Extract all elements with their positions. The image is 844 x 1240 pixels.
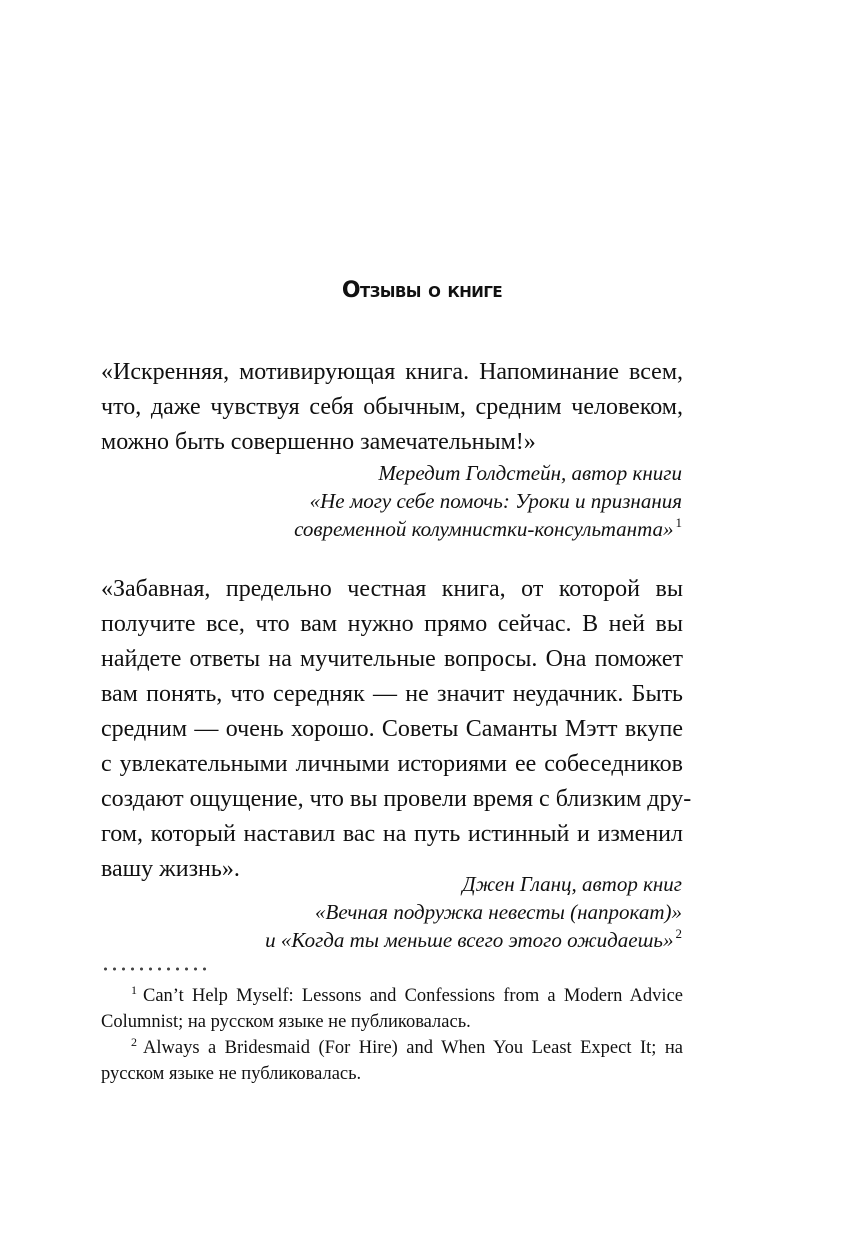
attribution-line: и «Когда ты меньше всего этого ожидаешь» (265, 928, 674, 952)
footnote-1-line: Columnist; на русском языке не публиковалась. (101, 1012, 471, 1032)
quote-line: вам понять, что середняк — не значит неудачник. Быть (101, 681, 683, 707)
footnote-2-line: русском языке не публиковалась. (101, 1064, 362, 1084)
attribution-line: Джен Гланц, автор книг (462, 872, 682, 896)
footnote-ref-2: 2 (675, 926, 682, 941)
quote-line: с увлекательными личными историями ее собеседников (101, 751, 683, 777)
quote-line: что, даже чувствуя себя обычным, средним человеком, (101, 394, 683, 420)
attribution-line: «Вечная подружка невесты (напрокат)» (315, 900, 682, 924)
footnotes (101, 983, 683, 1087)
attribution-line: современной колумнистки-консультанта» (294, 517, 674, 541)
quote-line: найдете ответы на мучительные вопросы. Она поможет (101, 646, 683, 672)
quote-line: «Забавная, предельно честная книга, от которой вы (101, 576, 683, 602)
footnote-number-1: 1 (131, 983, 137, 997)
footnote-1-line (101, 983, 683, 1009)
page-title: Отзывы о книге (341, 278, 503, 303)
review-quote-2 (101, 572, 692, 887)
quote-line: вашу жизнь». (101, 856, 240, 882)
quote-line: получите все, что вам нужно прямо сейчас. В ней вы (101, 611, 683, 637)
footnote-ref-1: 1 (675, 515, 682, 530)
footnote-2-line (101, 1035, 683, 1061)
quote-line: создают ощущение, что вы провели время с близким дру- (101, 786, 692, 812)
quote-line: гом, который наставил вас на путь истинный и изменил (101, 821, 683, 847)
footnote-number-2: 2 (131, 1035, 137, 1049)
attribution-line: Мередит Голдстейн, автор книги (378, 461, 682, 485)
review-quote-1 (101, 355, 683, 460)
quote-line: средним — очень хорошо. Советы Саманты Мэтт вкупе (101, 716, 683, 742)
footnote-text: Can’t Help Myself: Lessons and Confessions from a Modern Advice (143, 986, 683, 1006)
review-attribution-1 (294, 459, 682, 543)
quote-line: можно быть совершенно замечательным!» (101, 429, 536, 455)
footnote-text: Always a Bridesmaid (For Hire) and When You Least Expect It; на (143, 1038, 683, 1058)
attribution-line: «Не могу себе помочь: Уроки и признания (309, 489, 682, 513)
review-attribution-2 (265, 870, 682, 954)
quote-line: «Искренняя, мотивирующая книга. Напоминание всем, (101, 359, 683, 385)
footnote-separator (101, 966, 211, 972)
